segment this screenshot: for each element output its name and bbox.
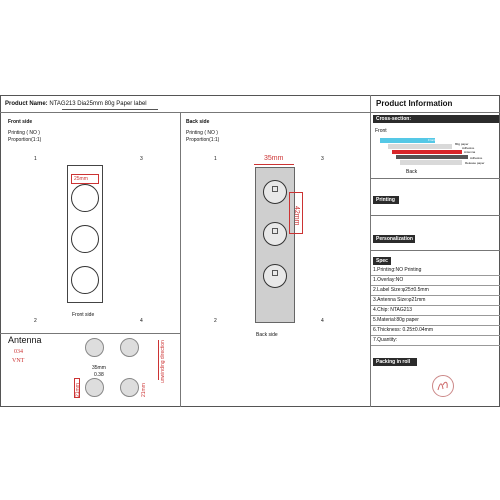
- front-caption: Front side: [72, 312, 95, 318]
- back-corner-4: 4: [321, 318, 324, 324]
- front-proportion: Proportion(1:1): [8, 137, 42, 143]
- cross-section-layer-paper: [388, 144, 452, 149]
- direction-label: unwinding direction: [160, 340, 166, 383]
- back-antenna-1: [263, 180, 287, 204]
- front-title: Front side: [8, 119, 33, 125]
- product-name-underline: [62, 109, 158, 110]
- antenna-dim2: 0.38: [94, 372, 104, 378]
- antenna-dim3: 21mm: [75, 383, 81, 397]
- product-name-label: Product Name:: [5, 101, 48, 107]
- personalization-divider: [371, 250, 500, 251]
- antenna-coil-2: [120, 338, 139, 357]
- back-dim-width: 35mm: [264, 155, 284, 162]
- back-antenna-2: [263, 222, 287, 246]
- back-dim-pitch: 42mm: [293, 206, 300, 226]
- layer-label-0: Front: [428, 138, 436, 142]
- layer-label-3: Antenna: [464, 150, 476, 154]
- antenna-coil-4: [120, 378, 139, 397]
- spec-item: 2.Label Size:φ25±0.5mm: [371, 286, 500, 296]
- layer-label-4: Adhesive: [470, 156, 483, 160]
- back-corner-2: 2: [214, 318, 217, 324]
- front-label-3: [71, 266, 99, 294]
- antenna-dim1: 35mm: [92, 365, 106, 371]
- back-printing: Printing ( NO ): [186, 130, 218, 136]
- front-corner-2: 2: [34, 318, 37, 324]
- back-title: Back side: [186, 119, 210, 125]
- antenna-code2: VNT: [12, 358, 25, 364]
- spec-list: [371, 266, 500, 346]
- front-label-1: [71, 184, 99, 212]
- signature-mark-icon: [433, 376, 453, 396]
- back-caption: Back side: [256, 332, 278, 338]
- antenna-coil-3: [85, 378, 104, 397]
- spec-item: 4.Chip: NTAG213: [371, 306, 500, 316]
- antenna-title: Antenna: [8, 335, 42, 345]
- cross-section-bar: Cross-section:: [373, 115, 499, 123]
- packing-bar: Packing in roll: [373, 358, 417, 366]
- divider-left: [180, 112, 181, 407]
- spec-item: 6.Thickness: 0.25±0.04mm: [371, 326, 500, 336]
- divider-right: [370, 95, 371, 407]
- antenna-code1: 034: [14, 349, 23, 355]
- spec-bar: Spec: [373, 257, 391, 265]
- front-label-2: [71, 225, 99, 253]
- printing-divider: [371, 215, 500, 216]
- cross-section-front: Front: [375, 128, 387, 134]
- cross-section-divider: [371, 178, 500, 179]
- layer-label-1: 80g paper: [455, 142, 469, 146]
- back-chip-2: [272, 228, 278, 234]
- layer-label-2: Adhesive: [462, 146, 475, 150]
- cross-section-layer-release: [400, 160, 462, 165]
- direction-arrow: [158, 340, 159, 380]
- back-corner-1: 1: [214, 156, 217, 162]
- layer-label-5: Release paper: [465, 161, 485, 165]
- front-corner-1: 1: [34, 156, 37, 162]
- back-chip-3: [272, 270, 278, 276]
- back-dim-width-line: [254, 164, 294, 165]
- product-name-row: [5, 101, 147, 108]
- back-corner-3: 3: [321, 156, 324, 162]
- spec-item: 3.Antenna Size:φ21mm: [371, 296, 500, 306]
- front-corner-4: 4: [140, 318, 143, 324]
- front-printing: Printing ( NO ): [8, 130, 40, 136]
- spec-item: 1.Overlay:NO: [371, 276, 500, 286]
- back-proportion: Proportion(1:1): [186, 137, 220, 143]
- antenna-divider: [0, 333, 180, 334]
- header-divider: [0, 112, 500, 113]
- product-name-value: NTAG213 Dia25mm 80g Paper label: [49, 101, 147, 107]
- cross-section-layer-red: [392, 150, 462, 154]
- cross-section-layer-blue: [380, 138, 435, 143]
- printing-bar: Printing: [373, 196, 399, 204]
- signature-stamp: [432, 375, 454, 397]
- product-info-title: Product Information: [376, 99, 453, 108]
- spec-item: 7.Quantity:: [371, 336, 500, 346]
- back-chip-1: [272, 186, 278, 192]
- front-dim-label: 25mm: [74, 176, 88, 182]
- antenna-coil-1: [85, 338, 104, 357]
- personalization-bar: Personalization: [373, 235, 415, 243]
- cross-section-layer-dark: [396, 155, 468, 159]
- cross-section-back: Back: [406, 169, 418, 175]
- spec-item: 5.Material:80g paper: [371, 316, 500, 326]
- antenna-dim4: 21mm: [141, 383, 147, 397]
- front-corner-3: 3: [140, 156, 143, 162]
- spec-item: 1.Printing:NO Printing: [371, 266, 500, 276]
- back-antenna-3: [263, 264, 287, 288]
